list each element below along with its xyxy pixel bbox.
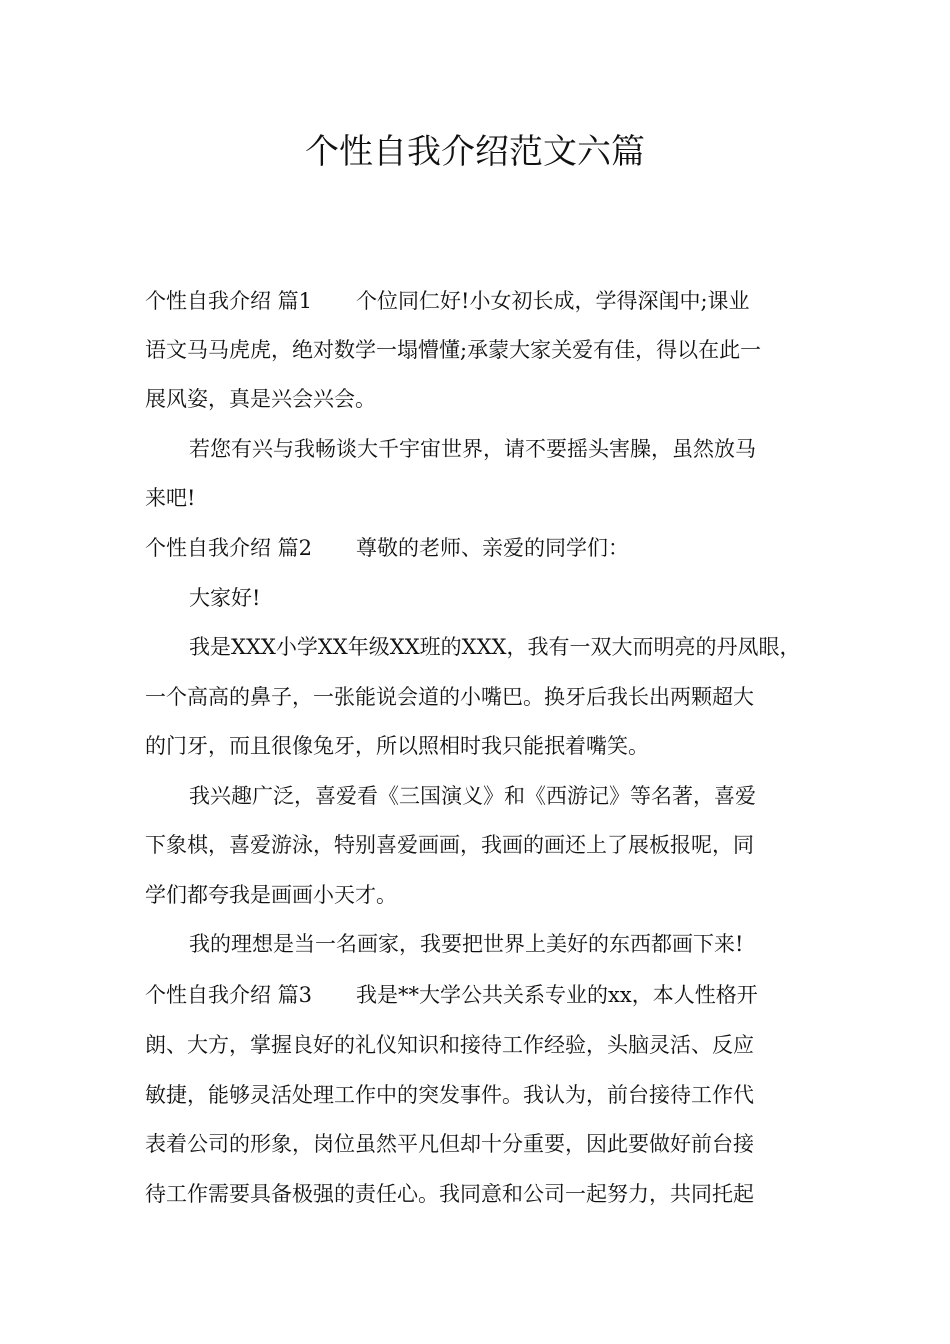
document-title: 个性自我介绍范文六篇 — [305, 132, 645, 172]
paragraph-line: 我兴趣广泛，喜爱看《三国演义》和《西游记》等名著，喜爱 — [189, 784, 756, 808]
paragraph-line: 一个高高的鼻子，一张能说会道的小嘴巴。换牙后我长出两颗超大 — [145, 685, 754, 709]
paragraph-line: 表着公司的形象，岗位虽然平凡但却十分重要，因此要做好前台接 — [145, 1132, 754, 1156]
paragraph-line: 朗、大方，掌握良好的礼仪知识和接待工作经验，头脑灵活、反应 — [145, 1033, 754, 1057]
paragraph-line: 我是XXX小学XX年级XX班的XXX，我有一双大而明亮的丹凤眼， — [189, 635, 801, 659]
paragraph-line: 学们都夸我是画画小天才。 — [145, 883, 397, 907]
paragraph-line: 敏捷，能够灵活处理工作中的突发事件。我认为，前台接待工作代 — [145, 1083, 754, 1107]
paragraph-line — [145, 286, 750, 316]
paragraph-text: 尊敬的老师、亲爱的同学们： — [356, 536, 630, 560]
paragraph-line: 来吧! — [145, 486, 196, 510]
paragraph-line: 若您有兴与我畅谈大千宇宙世界，请不要摇头害臊，虽然放马 — [189, 437, 756, 461]
section-heading: 个性自我介绍 篇1 — [145, 289, 313, 313]
paragraph-line — [145, 980, 758, 1010]
paragraph-text: 我是**大学公共关系专业的xx，本人性格开 — [356, 983, 758, 1007]
paragraph-line: 大家好! — [189, 586, 261, 610]
paragraph-line: 展风姿，真是兴会兴会。 — [145, 387, 376, 411]
section-heading: 个性自我介绍 篇3 — [145, 983, 313, 1007]
paragraph-line — [145, 533, 629, 563]
paragraph-line: 下象棋，喜爱游泳，特别喜爱画画，我画的画还上了展板报呢，同 — [145, 833, 754, 857]
paragraph-line: 我的理想是当一名画家，我要把世界上美好的东西都画下来! — [189, 932, 744, 956]
paragraph-line: 的门牙，而且很像兔牙，所以照相时我只能抿着嘴笑。 — [145, 734, 649, 758]
paragraph-line: 待工作需要具备极强的责任心。我同意和公司一起努力，共同托起 — [145, 1182, 754, 1206]
section-heading: 个性自我介绍 篇2 — [145, 536, 313, 560]
paragraph-line: 语文马马虎虎，绝对数学一塌懵懂;承蒙大家关爱有佳，得以在此一 — [145, 338, 762, 362]
paragraph-text: 个位同仁好!小女初长成，学得深闺中;课业 — [356, 289, 750, 313]
